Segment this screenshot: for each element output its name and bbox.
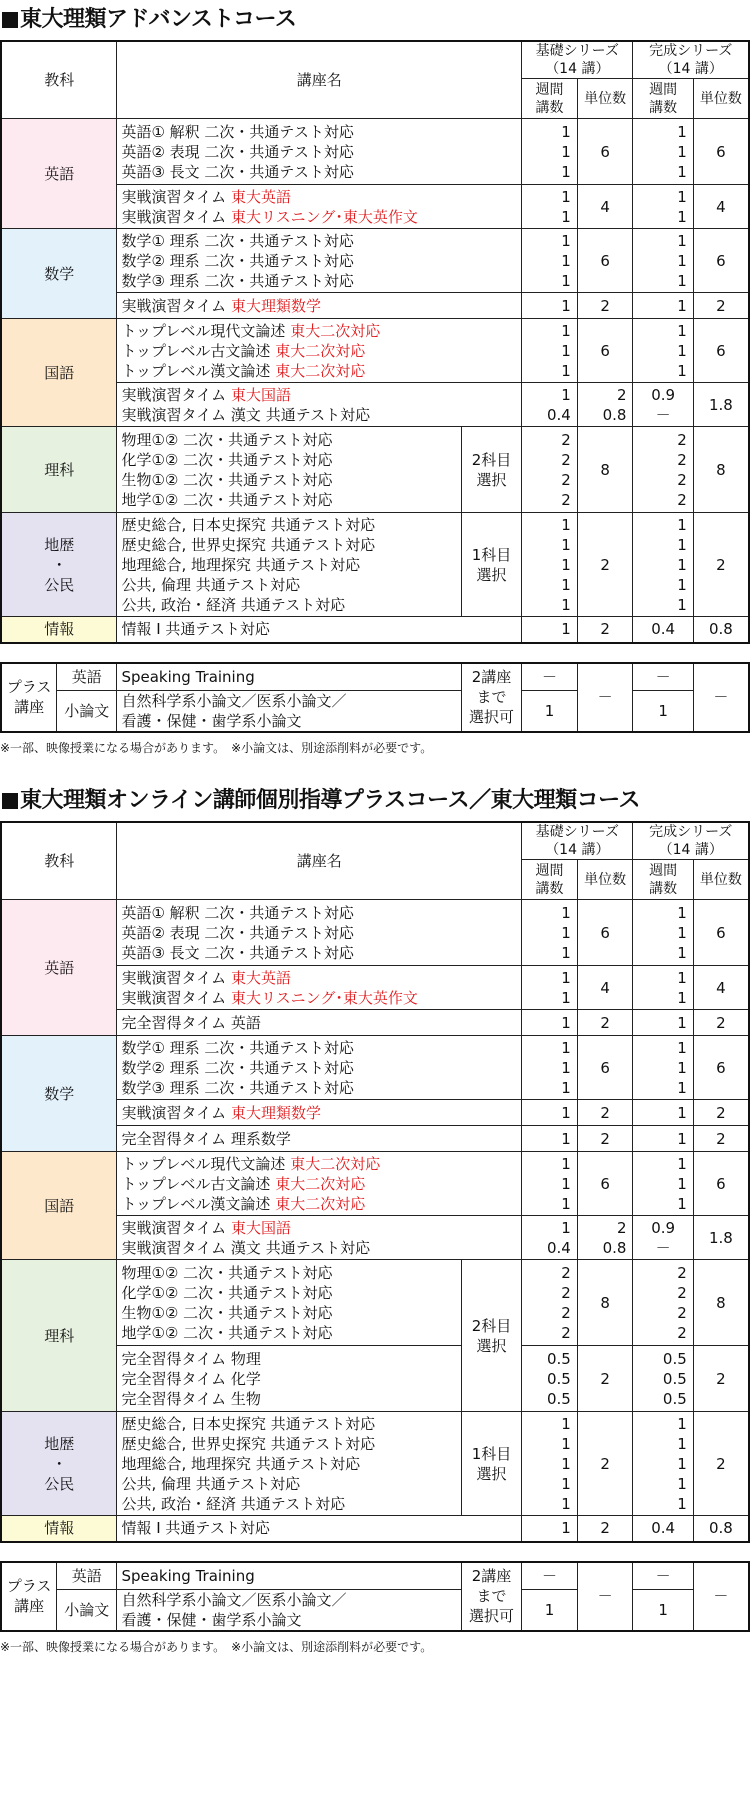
- plus-shoron-weekly-2: 1: [633, 1590, 693, 1632]
- info-course: 情報 Ⅰ 共通テスト対応: [117, 1516, 522, 1542]
- plus-shoron: 小論文: [57, 691, 117, 733]
- plus-choice-note: 2講座 まで 選択可: [461, 1562, 521, 1632]
- japanese-units-2: 6: [693, 1152, 749, 1216]
- spacer: [0, 644, 750, 662]
- plus-units-2: －: [693, 663, 749, 733]
- math-practice-units-2: 2: [693, 293, 749, 319]
- info-units-2: 0.8: [693, 617, 749, 643]
- math-weekly-1: 1 1 1: [522, 1036, 578, 1100]
- social-units-1: 2: [577, 513, 633, 617]
- math-mastery-units-1: 2: [577, 1126, 633, 1152]
- subject-science: 理科: [1, 427, 117, 513]
- japanese-practice-units-2: 1.8: [693, 383, 749, 427]
- math-practice-weekly-2: 1: [633, 1100, 693, 1126]
- header-units-2: 単位数: [693, 860, 749, 900]
- plus-shoron-courses: 自然科学系小論文／医系小論文／ 看護・保健・歯学系小論文: [117, 1590, 461, 1632]
- english-weekly-2: 1 1 1: [633, 900, 693, 966]
- header-subject: 教科: [1, 41, 117, 119]
- math-practice-weekly-1: 1: [522, 1100, 578, 1126]
- math-practice: 実戦演習タイム 東大理類数学: [117, 1100, 522, 1126]
- english-practice: 実戦演習タイム 東大英語 実戦演習タイム 東大リスニング･東大英作文: [117, 966, 522, 1010]
- japanese-units-2: 6: [693, 319, 749, 383]
- square-bullet-icon: [2, 12, 18, 28]
- japanese-practice-weekly-1: 1 0.4: [522, 383, 578, 427]
- science-choice-note: 2科目 選択: [461, 427, 521, 513]
- math-practice-units-1: 2: [577, 293, 633, 319]
- social-units-2: 2: [693, 513, 749, 617]
- plus-speaking-weekly-1: －: [522, 663, 578, 691]
- subject-math: 数学: [1, 1036, 117, 1152]
- plus-label: プラス 講座: [1, 663, 57, 733]
- english-practice-weekly-2: 1 1: [633, 966, 693, 1010]
- english-mastery: 完全習得タイム 英語: [117, 1010, 522, 1036]
- math-mastery-units-2: 2: [693, 1126, 749, 1152]
- japanese-units-1: 6: [577, 319, 633, 383]
- english-units-1: 6: [577, 119, 633, 185]
- info-course: 情報 Ⅰ 共通テスト対応: [117, 617, 522, 643]
- science-mastery-weekly-1: 0.5 0.5 0.5: [522, 1346, 578, 1412]
- english-courses: 英語① 解釈 二次・共通テスト対応 英語② 表現 二次・共通テスト対応 英語③ 長文 二次・共通テスト対応: [117, 900, 522, 966]
- subject-japanese: 国語: [1, 1152, 117, 1260]
- plus-shoron: 小論文: [57, 1590, 117, 1632]
- header-basic-series: 基礎シリーズ （14 講）: [522, 822, 633, 860]
- math-mastery-weekly-1: 1: [522, 1126, 578, 1152]
- science-units-2: 8: [693, 1260, 749, 1346]
- english-mastery-weekly-2: 1: [633, 1010, 693, 1036]
- math-practice-weekly-2: 1: [633, 293, 693, 319]
- science-weekly-2: 2 2 2 2: [633, 1260, 693, 1346]
- japanese-practice-weekly-2: 0.9 －: [633, 383, 693, 427]
- section2-footnote: ※一部、映像授業になる場合があります。 ※小論文は、別途添削料が必要です。: [0, 1640, 433, 1654]
- english-units-2: 6: [693, 900, 749, 966]
- plus-speaking: Speaking Training: [117, 1562, 461, 1590]
- info-units-1: 2: [577, 1516, 633, 1542]
- header-complete-series: 完成シリーズ （14 講）: [633, 822, 749, 860]
- spacer: [0, 1543, 750, 1561]
- subject-science: 理科: [1, 1260, 117, 1412]
- header-weekly-1: 週間 講数: [522, 860, 578, 900]
- math-weekly-2: 1 1 1: [633, 229, 693, 293]
- english-courses: 英語① 解釈 二次・共通テスト対応 英語② 表現 二次・共通テスト対応 英語③ 長文 二次・共通テスト対応: [117, 119, 522, 185]
- japanese-practice: 実戦演習タイム 東大国語 実戦演習タイム 漢文 共通テスト対応: [117, 383, 522, 427]
- info-units-1: 2: [577, 617, 633, 643]
- subject-english: 英語: [1, 900, 117, 1036]
- math-weekly-2: 1 1 1: [633, 1036, 693, 1100]
- social-courses: 歴史総合, 日本史探究 共通テスト対応 歴史総合, 世界史探究 共通テスト対応 地理総合, 地理探究 共通テスト対応 公共, 倫理 共通テスト対応 公共, 政治・経済 共通テスト対応: [117, 513, 461, 617]
- japanese-courses: トップレベル現代文論述 東大二次対応 トップレベル古文論述 東大二次対応 トップレベル漢文論述 東大二次対応: [117, 1152, 522, 1216]
- math-practice-weekly-1: 1: [522, 293, 578, 319]
- plus-choice-note: 2講座 まで 選択可: [461, 663, 521, 733]
- japanese-practice-units-1: 2 0.8: [577, 383, 633, 427]
- japanese-weekly-1: 1 1 1: [522, 319, 578, 383]
- plus-english: 英語: [57, 1562, 117, 1590]
- japanese-practice-weekly-2: 0.9 －: [633, 1216, 693, 1260]
- subject-info: 情報: [1, 1516, 117, 1542]
- japanese-practice-units-1: 2 0.8: [577, 1216, 633, 1260]
- subject-social: 地歴 ・ 公民: [1, 513, 117, 617]
- science-weekly-2: 2 2 2 2: [633, 427, 693, 513]
- english-units-1: 6: [577, 900, 633, 966]
- header-basic-series: 基礎シリーズ （14 講）: [522, 41, 633, 79]
- english-mastery-units-2: 2: [693, 1010, 749, 1036]
- social-weekly-2: 1 1 1 1 1: [633, 1412, 693, 1516]
- section1-footnote: ※一部、映像授業になる場合があります。 ※小論文は、別途添削料が必要です。: [0, 741, 433, 755]
- science-mastery: 完全習得タイム 物理 完全習得タイム 化学 完全習得タイム 生物: [117, 1346, 461, 1412]
- japanese-weekly-2: 1 1 1: [633, 319, 693, 383]
- subject-math: 数学: [1, 229, 117, 319]
- header-weekly-2: 週間 講数: [633, 860, 693, 900]
- plus-shoron-weekly-1: 1: [522, 691, 578, 733]
- section1-plus-table: [0, 662, 750, 734]
- japanese-practice-units-2: 1.8: [693, 1216, 749, 1260]
- subject-english: 英語: [1, 119, 117, 229]
- math-practice-units-1: 2: [577, 1100, 633, 1126]
- english-units-2: 6: [693, 119, 749, 185]
- section2-title: 東大理類オンライン講師個別指導プラスコース／東大理類コース: [0, 781, 750, 821]
- science-units-2: 8: [693, 427, 749, 513]
- english-practice-units-2: 4: [693, 185, 749, 229]
- math-weekly-1: 1 1 1: [522, 229, 578, 293]
- social-choice-note: 1科目 選択: [461, 1412, 521, 1516]
- header-complete-series: 完成シリーズ （14 講）: [633, 41, 749, 79]
- science-weekly-1: 2 2 2 2: [522, 427, 578, 513]
- english-mastery-weekly-1: 1: [522, 1010, 578, 1036]
- info-weekly-2: 0.4: [633, 617, 693, 643]
- subject-info: 情報: [1, 617, 117, 643]
- math-units-1: 6: [577, 1036, 633, 1100]
- english-weekly-1: 1 1 1: [522, 900, 578, 966]
- plus-speaking-weekly-2: －: [633, 663, 693, 691]
- social-choice-note: 1科目 選択: [461, 513, 521, 617]
- science-weekly-1: 2 2 2 2: [522, 1260, 578, 1346]
- info-weekly-2: 0.4: [633, 1516, 693, 1542]
- social-units-1: 2: [577, 1412, 633, 1516]
- plus-units-1: －: [577, 1562, 633, 1632]
- plus-speaking-weekly-2: －: [633, 1562, 693, 1590]
- math-mastery-weekly-2: 1: [633, 1126, 693, 1152]
- science-courses: 物理①② 二次・共通テスト対応 化学①② 二次・共通テスト対応 生物①② 二次・共通テスト対応 地学①② 二次・共通テスト対応: [117, 1260, 461, 1346]
- section2-plus-table: [0, 1561, 750, 1633]
- english-practice-units-1: 4: [577, 185, 633, 229]
- science-units-1: 8: [577, 1260, 633, 1346]
- english-practice: 実戦演習タイム 東大英語 実戦演習タイム 東大リスニング･東大英作文: [117, 185, 522, 229]
- subject-japanese: 国語: [1, 319, 117, 427]
- social-courses: 歴史総合, 日本史探究 共通テスト対応 歴史総合, 世界史探究 共通テスト対応 地理総合, 地理探究 共通テスト対応 公共, 倫理 共通テスト対応 公共, 政治・経済 共通テスト対応: [117, 1412, 461, 1516]
- subject-social: 地歴 ・ 公民: [1, 1412, 117, 1516]
- plus-speaking-weekly-1: －: [522, 1562, 578, 1590]
- english-practice-units-2: 4: [693, 966, 749, 1010]
- plus-speaking: Speaking Training: [117, 663, 461, 691]
- math-courses: 数学① 理系 二次・共通テスト対応 数学② 理系 二次・共通テスト対応 数学③ 理系 二次・共通テスト対応: [117, 229, 522, 293]
- header-units-2: 単位数: [693, 79, 749, 119]
- header-course: 講座名: [117, 822, 522, 900]
- math-mastery: 完全習得タイム 理系数学: [117, 1126, 522, 1152]
- english-weekly-1: 1 1 1: [522, 119, 578, 185]
- social-units-2: 2: [693, 1412, 749, 1516]
- header-weekly-1: 週間 講数: [522, 79, 578, 119]
- plus-units-1: －: [577, 663, 633, 733]
- english-practice-weekly-1: 1 1: [522, 185, 578, 229]
- japanese-practice-weekly-1: 1 0.4: [522, 1216, 578, 1260]
- social-weekly-1: 1 1 1 1 1: [522, 1412, 578, 1516]
- header-units-1: 単位数: [577, 79, 633, 119]
- plus-shoron-weekly-2: 1: [633, 691, 693, 733]
- science-mastery-units-2: 2: [693, 1346, 749, 1412]
- header-course: 講座名: [117, 41, 522, 119]
- header-units-1: 単位数: [577, 860, 633, 900]
- math-practice: 実戦演習タイム 東大理類数学: [117, 293, 522, 319]
- english-practice-weekly-1: 1 1: [522, 966, 578, 1010]
- plus-units-2: －: [693, 1562, 749, 1632]
- info-units-2: 0.8: [693, 1516, 749, 1542]
- math-units-2: 6: [693, 229, 749, 293]
- math-practice-units-2: 2: [693, 1100, 749, 1126]
- social-weekly-1: 1 1 1 1 1: [522, 513, 578, 617]
- math-units-1: 6: [577, 229, 633, 293]
- science-mastery-units-1: 2: [577, 1346, 633, 1412]
- spacer: [0, 763, 750, 781]
- japanese-weekly-1: 1 1 1: [522, 1152, 578, 1216]
- plus-label: プラス 講座: [1, 1562, 57, 1632]
- plus-english: 英語: [57, 663, 117, 691]
- square-bullet-icon: [2, 793, 18, 809]
- info-weekly-1: 1: [522, 617, 578, 643]
- english-practice-weekly-2: 1 1: [633, 185, 693, 229]
- science-choice-note: 2科目 選択: [461, 1260, 521, 1412]
- english-weekly-2: 1 1 1: [633, 119, 693, 185]
- science-mastery-weekly-2: 0.5 0.5 0.5: [633, 1346, 693, 1412]
- info-weekly-1: 1: [522, 1516, 578, 1542]
- plus-shoron-weekly-1: 1: [522, 1590, 578, 1632]
- science-courses: 物理①② 二次・共通テスト対応 化学①② 二次・共通テスト対応 生物①② 二次・共通テスト対応 地学①② 二次・共通テスト対応: [117, 427, 461, 513]
- japanese-weekly-2: 1 1 1: [633, 1152, 693, 1216]
- header-weekly-2: 週間 講数: [633, 79, 693, 119]
- japanese-units-1: 6: [577, 1152, 633, 1216]
- science-units-1: 8: [577, 427, 633, 513]
- plus-shoron-courses: 自然科学系小論文／医系小論文／ 看護・保健・歯学系小論文: [117, 691, 461, 733]
- math-courses: 数学① 理系 二次・共通テスト対応 数学② 理系 二次・共通テスト対応 数学③ 理系 二次・共通テスト対応: [117, 1036, 522, 1100]
- english-mastery-units-1: 2: [577, 1010, 633, 1036]
- section2-table: [0, 821, 750, 1543]
- math-units-2: 6: [693, 1036, 749, 1100]
- header-subject: 教科: [1, 822, 117, 900]
- japanese-courses: トップレベル現代文論述 東大二次対応 トップレベル古文論述 東大二次対応 トップレベル漢文論述 東大二次対応: [117, 319, 522, 383]
- section1-title: 東大理類アドバンストコース: [0, 0, 750, 40]
- japanese-practice: 実戦演習タイム 東大国語 実戦演習タイム 漢文 共通テスト対応: [117, 1216, 522, 1260]
- section1-table: [0, 40, 750, 644]
- english-practice-units-1: 4: [577, 966, 633, 1010]
- social-weekly-2: 1 1 1 1 1: [633, 513, 693, 617]
